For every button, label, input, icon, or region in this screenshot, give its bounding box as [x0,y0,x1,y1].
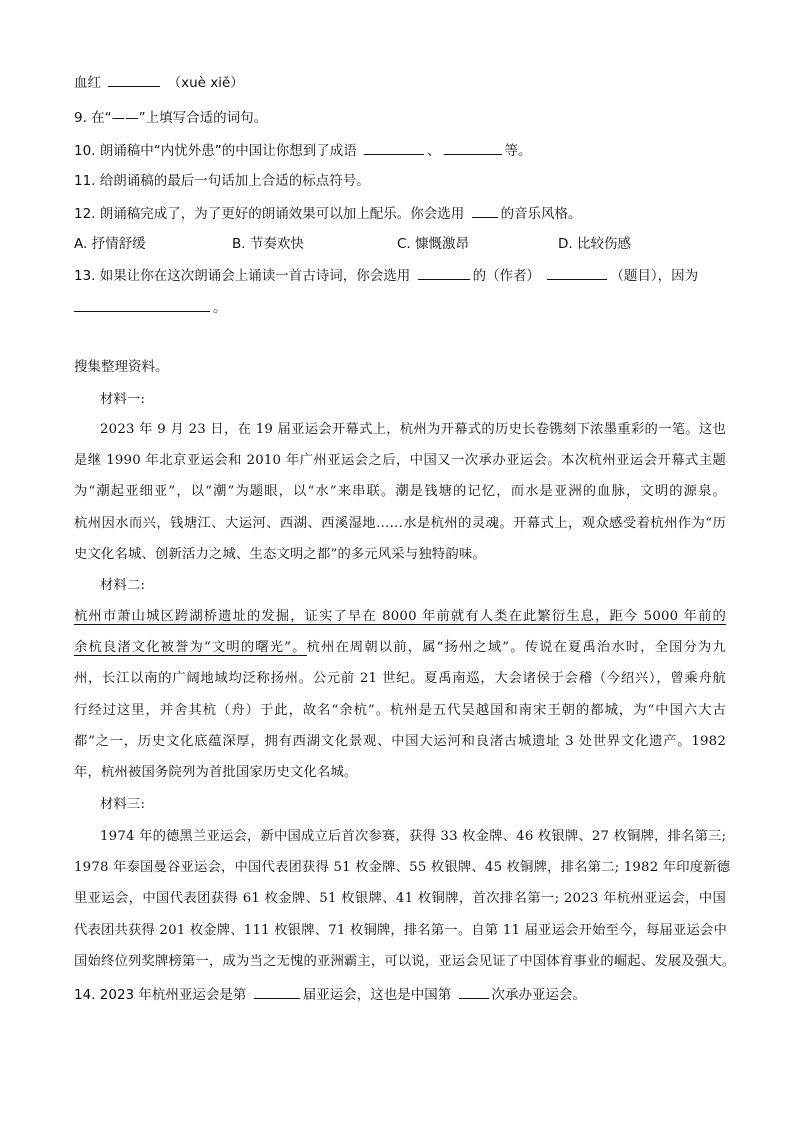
question-10 [74,140,532,161]
text-line: 杭州因水而兴，钱塘江、大运河、西湖、西溪湿地……水是杭州的灵魂。开幕式上，观众感受着杭州作为“历 [74,515,726,531]
answer-blank-reason[interactable] [74,297,210,312]
answer-blank-2[interactable] [459,984,489,999]
text-line: 行经过这里，并舍其杭（舟）于此，故名“余杭”。杭州是五代吴越国和南宋王朝的都城，为“中国六大古 [74,702,726,718]
option-c[interactable]: C. 慷慨激昂 [397,236,470,252]
text-line: 史文化名城、创新活力之城、生态文明之都”的多元风采与独特韵味。 [74,546,486,562]
question-13 [74,265,698,286]
option-b[interactable]: B. 节奏欢快 [232,236,304,252]
text-line: 州，长江以南的广阔地域均泛称扬州。公元前 21 世纪。夏禹南巡，大会诸侯于会稽（今绍兴），曾乘舟航 [74,671,726,687]
word: 血红 [74,75,101,91]
question-14-text: 14. 2023 年杭州亚运会是第 [74,987,247,1003]
text-line: 为“潮起亚细亚”，以“潮”为题眼，以“水”来串联。潮是钱塘的记忆，而水是亚洲的血脉，文明的源泉。 [74,484,726,500]
text-line: 1974 年的德黑兰亚运会，新中国成立后首次参赛，获得 33 枚金牌、46 枚银牌、27 枚铜牌，排名第三; [100,829,727,844]
underlined-text: 杭州市萧山城区跨湖桥遗址的发掘，证实了早在 8000 年前就有人类在此繁衍生息，距今 5000 年前的 [74,609,726,624]
question-10-text: 10. 朗诵稿中“内忧外患”的中国让你想到了成语 [74,143,357,159]
question-13-line2 [74,297,227,318]
answer-blank[interactable] [472,203,498,218]
material-3-label: 材料三: [100,797,146,812]
underlined-text: 余杭良渚文化被誉为“文明的曙光”。 [74,640,307,656]
question-10-end: 等。 [504,143,532,159]
title-label: （题目），因为 [610,268,699,284]
material-1-text [74,420,726,576]
answer-blank-author[interactable] [418,265,470,280]
text-rest: 杭州在周朝以前，属“扬州之域”。传说在夏禹治水时，全国分为九 [306,640,726,656]
author-label: 的（作者） [472,268,541,284]
text-line: 1978 年泰国曼谷亚运会，中国代表团获得 51 枚金牌、55 枚银牌、45 枚铜牌，排名第二; 1982 年印度新德 [74,860,731,876]
separator: 、 [427,143,441,159]
material-2-label: 材料二: [100,578,146,593]
period: 。 [213,300,227,316]
question-14-end: 次承办亚运会。 [491,987,587,1003]
material-2-text [74,607,726,794]
answer-blank-2[interactable] [444,140,502,155]
question-12-text: 12. 朗诵稿完成了，为了更好的朗诵效果可以加上配乐。你会选用 [74,206,465,222]
text-line [74,607,726,638]
material-3-text [74,827,736,983]
question-9: 9. 在“——”上填写合适的词句。 [74,110,268,126]
pinyin: （xuè xiě） [167,75,244,91]
text-line: 是继 1990 年北京亚运会和 2010 年广州亚运会之后，中国又一次承办亚运会。本次杭州亚运会开幕式主题 [74,453,726,469]
answer-blank-title[interactable] [547,265,607,280]
text-line: 都”之一，历史文化底蕴深厚，拥有西湖文化景观、中国大运河和良渚古城遗址 3 处世界文化遗产。1982 [74,733,726,749]
answer-blank[interactable] [108,72,160,87]
question-8-tail [74,72,244,93]
material-1-label: 材料一: [100,392,146,407]
text-line: 年，杭州被国务院列为首批国家历史文化名城。 [74,764,358,780]
answer-blank-1[interactable] [364,140,424,155]
question-14-mid: 届亚运会，这也是中国第 [302,987,452,1003]
text-line: 国始终位列奖牌榜第一，成为当之无愧的亚洲霸主，可以说，亚运会见证了中国体育事业的崛起、发展及强大。 [74,953,736,969]
answer-blank-1[interactable] [254,984,300,999]
question-14 [74,984,586,1005]
text-line: 里亚运会，中国代表团获得 61 枚金牌、51 枚银牌、41 枚铜牌，首次排名第一; 2023 年杭州亚运会，中国 [74,891,726,907]
text-line [74,638,726,669]
question-13-text: 13. 如果让你在这次朗诵会上诵读一首古诗词，你会选用 [74,268,411,284]
option-a[interactable]: A. 抒情舒缓 [74,236,146,252]
section-title: 搜集整理资料。 [74,359,169,375]
text-line: 代表团共获得 201 枚金牌、111 枚银牌、71 枚铜牌，排名第一。自第 11 届亚运会开始至今，每届亚运会中 [74,922,728,938]
question-12 [74,203,582,224]
question-11: 11. 给朗诵稿的最后一句话加上合适的标点符号。 [74,173,370,189]
option-d[interactable]: D. 比较伤感 [558,236,631,252]
question-12-end: 的音乐风格。 [500,206,582,222]
text-line: 2023 年 9 月 23 日，在 19 届亚运会开幕式上，杭州为开幕式的历史长卷镌刻下浓墨重彩的一笔。这也 [100,422,726,437]
